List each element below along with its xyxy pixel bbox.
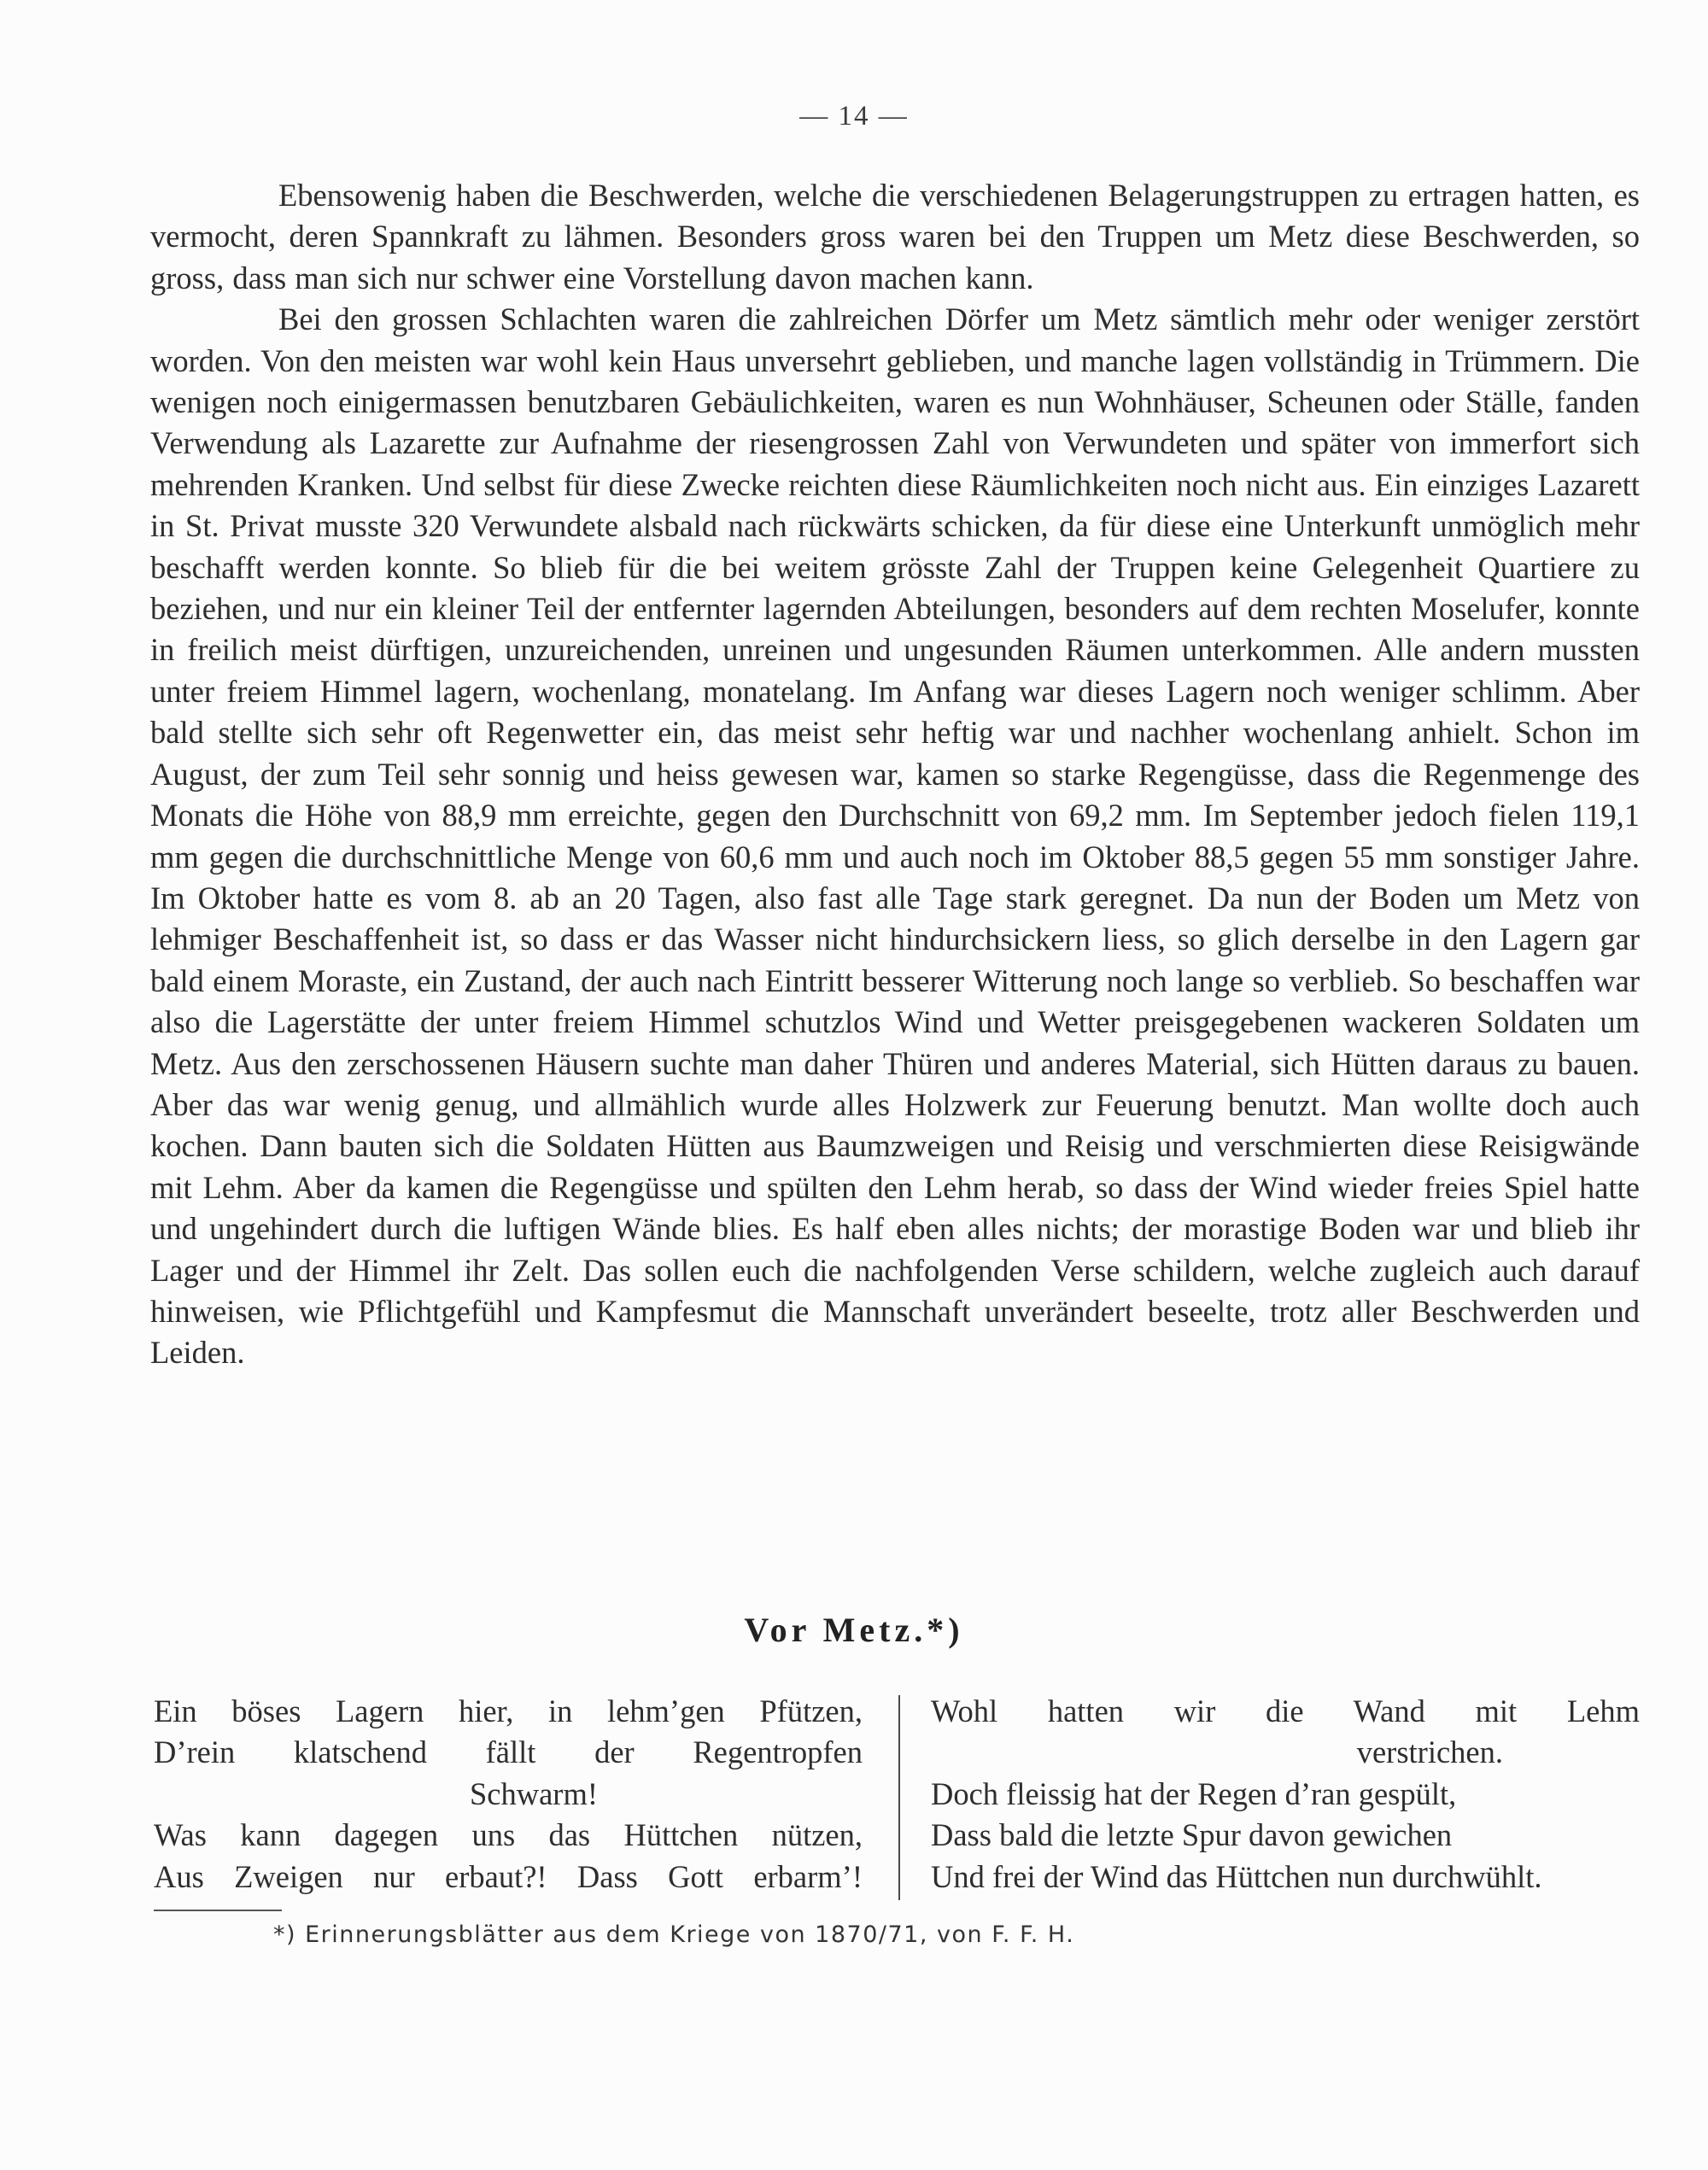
paragraph: Ebensowenig haben die Beschwerden, welche die verschiedenen Belagerungstruppen zu ertragen hatten, es vermocht, deren Spannkraft zu lähmen. Besonders gross waren bei den Truppen um Metz diese Beschwerden, so gross, dass man sich nur schwer eine Vorstellung davon machen kann.: [150, 178, 1640, 295]
poem-right-column: [931, 1691, 1640, 1898]
poem-title: Vor Metz.*): [744, 1611, 964, 1649]
verse-line: Doch fleissig hat der Regen d’ran gespült,: [931, 1775, 1457, 1811]
footnote-rule: [154, 1910, 282, 1911]
page-number: — 14 —: [799, 101, 909, 132]
paragraph: Bei den grossen Schlachten waren die zahlreichen Dörfer um Metz sämtlich mehr oder weniger zerstört worden. Von den meisten war wohl kein Haus unversehrt geblieben, und manche lagen vollständig in Trümmern. Die wenigen noch einigermassen benutzbaren Gebäulichkeiten, waren es nun Wohnhäuser, Scheunen oder Ställe, fanden Verwendung als Lazarette zur Aufnahme der riesengrossen Zahl von Verwundeten und später von immerfort sich mehrenden Kranken. Und selbst für diese Zwecke reichten diese Räumlichkeiten noch nicht aus. Ein einziges Lazarett in St. Privat musste 320 Verwundete alsbald nach rückwärts schicken, da für diese eine Unterkunft unmöglich mehr beschafft werden konnte. So blieb für die bei weitem grösste Zahl der Truppen keine Gelegenheit Quartiere zu beziehen, und nur ein kleiner Teil der entfernter lagernden Abteilungen, besonders auf dem rechten Moselufer, konnte in freilich meist dürftigen, unzureichenden, unreinen und ungesunden Räumen unterkommen. Alle andern mussten unter freiem Himmel lagern, wochenlang, monatelang. Im Anfang war dieses Lagern noch weniger schlimm. Aber bald stellte sich sehr oft Regenwetter ein, das meist sehr heftig war und nachher wochenlang anhielt. Schon im August, der zum Teil sehr sonnig und heiss gewesen war, kamen so starke Regengüsse, dass die Regenmenge des Monats die Höhe von 88,9 mm erreichte, gegen den Durchschnitt von 69,2 mm. Im September jedoch fielen 119,1 mm gegen die durchschnittliche Menge von 60,6 mm und auch noch im Oktober 88,5 gegen 55 mm sonstiger Jahre. Im Oktober hatte es vom 8. ab an 20 Tagen, also fast alle Tage stark geregnet. Da nun der Boden um Metz von lehmiger Beschaffenheit ist, so dass er das Wasser nicht hindurchsickern liess, so glich derselbe in den Lagern gar bald einem Moraste, ein Zustand, der auch nach Eintritt besserer Witterung noch lange so verblieb. So beschaffen war also die Lagerstätte der unter freiem Himmel schutzlos Wind und Wetter preisgegebenen wackeren Soldaten um Metz. Aus den zerschossenen Häusern suchte man daher Thüren und anderes Material, sich Hütten daraus zu bauen. Aber das war wenig genug, und allmählich wurde alles Holzwerk zur Feuerung benutzt. Man wollte doch auch kochen. Dann bauten sich die Soldaten Hütten aus Baumzweigen und Reisig und verschmierten diese Reisigwände mit Lehm. Aber da kamen die Regengüsse und spülten den Lehm herab, so dass der Wind wieder freies Spiel hatte und ungehindert durch die luftigen Wände blies. Es half eben alles nichts; der morastige Boden war und blieb ihr Lager und der Himmel ihr Zelt. Das sollen euch die nachfolgenden Verse schildern, welche zugleich auch darauf hinweisen, wie Pflichtgefühl und Kampfesmut die Mannschaft unverändert beseelte, trotz aller Beschwerden und Leiden.: [150, 301, 1640, 1371]
main-text: [150, 175, 1640, 1374]
verse-line: Schwarm!: [469, 1775, 598, 1811]
poem-left-column: [154, 1691, 863, 1898]
verse-line: Wohl hatten wir die Wand mit Lehm: [931, 1693, 1640, 1728]
footnote: *) Erinnerungsblätter aus dem Kriege von 1870/71, von F. F. H.: [273, 1921, 1075, 1948]
verse-line: Dass bald die letzte Spur davon gewichen: [931, 1817, 1453, 1853]
verse-line: Ein böses Lagern hier, in lehm’gen Pfützen,: [154, 1693, 863, 1728]
verse-line: Aus Zweigen nur erbaut?! Dass Gott erbarm’!: [154, 1858, 863, 1894]
verse-line: Was kann dagegen uns das Hüttchen nützen,: [154, 1817, 863, 1853]
verse-line: verstrichen.: [1356, 1734, 1503, 1770]
verse-line: D’rein klatschend fällt der Regentropfen: [154, 1734, 863, 1770]
column-divider: [898, 1695, 900, 1900]
verse-line: Und frei der Wind das Hüttchen nun durchwühlt.: [931, 1858, 1542, 1894]
